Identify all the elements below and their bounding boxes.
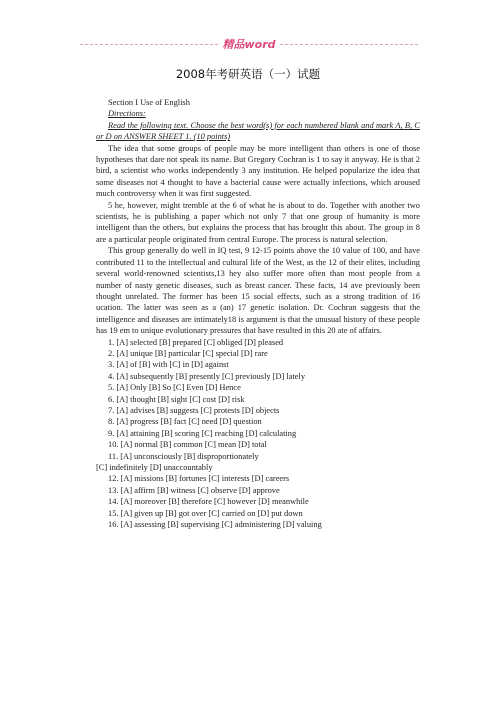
option-line: 8. [A] progress [B] fact [C] need [D] question bbox=[108, 417, 262, 427]
header-title: 精品word bbox=[222, 38, 276, 51]
option-line: 7. [A] advises [B] suggests [C] protests [D] objects bbox=[108, 405, 280, 415]
option-line: 9. [A] attaining [B] scoring [C] reaching [D] calculating bbox=[108, 428, 297, 438]
option-line: 1. [A] selected [B] prepared [C] obliged [D] pleased bbox=[108, 337, 284, 347]
header-divider-left bbox=[80, 44, 218, 45]
option-line: 15. [A] given up [B] got over [C] carried on [D] put down bbox=[108, 508, 303, 518]
option-line: 5. [A] Only [B] So [C] Even [D] Hence bbox=[108, 383, 241, 393]
option-line: 16. [A] assessing [B] supervising [C] administering [D] valuing bbox=[108, 520, 322, 530]
option-line: 3. [A] of [B] with [C] in [D] against bbox=[108, 360, 229, 370]
option-line: 12. [A] missions [B] fortunes [C] interests [D] careers bbox=[108, 474, 290, 484]
option-line: 6. [A] thought [B] sight [C] cost [D] risk bbox=[108, 394, 245, 404]
option-line: 4. [A] subsequently [B] presently [C] previously [D] lately bbox=[108, 371, 306, 381]
directions-label: Directions: bbox=[108, 109, 146, 119]
section-heading: Section I Use of English bbox=[108, 98, 190, 107]
option-line: 11. [A] unconsciously [B] disproportionately bbox=[108, 451, 259, 461]
document-body bbox=[96, 97, 420, 530]
option-line: 2. [A] unique [B] particular [C] special [D] rare bbox=[108, 348, 268, 358]
option-line: 14. [A] moreover [B] therefore [C] however [D] meanwhile bbox=[108, 497, 309, 507]
page-header bbox=[80, 37, 418, 51]
document-title: 2008年考研英语（一）试题 bbox=[175, 67, 321, 81]
option-line: 10. [A] normal [B] common [C] mean [D] total bbox=[108, 440, 267, 450]
paragraph: 5 he, however, might tremble at the 6 of what he is about to do. Together with another two scientists, he is publishing a paper which not only 7 that one group of humanity is more intelligent than the others, but explains the process that has brought this about. The group in 8 are a particular people originated from central Europe. The process is natural selection. bbox=[96, 200, 420, 244]
header-divider-right bbox=[280, 44, 418, 45]
directions-text: Read the following text. Choose the best word(s) for each numbered blank and mark A, B, C or D on ANSWER SHEET 1. (10 points) bbox=[96, 120, 420, 142]
paragraph: The idea that some groups of people may be more intelligent than others is one of those hypotheses that dare not speak its name. But Gregory Cochran is 1 to say it anyway. He is that 2 bird, a scientist who works independently 3 any institution. He helped popularize the idea that some diseases not 4 thought to have a bacterial cause were actually infections, which aroused much controversy when it was first suggested. bbox=[96, 143, 420, 199]
paragraph: This group generally do well in IQ test, 9 12-15 points above the 10 value of 100, and have contributed 11 to the intellectual and cultural life of the West, as the 12 of their elites, including several world-renowned scientists,13 hey also suffer more often than most people from a number of nasty genetic diseases, such as breast cancer. These facts, 14 ave previously been thought unrelated. The former has been 15 social effects, such as a strong tradition of 16 ucation. The latter was seen as a (an) 17 genetic isolation. Dr. Cochran suggests that the intelligence and diseases are intimately18 is argument is that the unusual history of these people has 19 em to unique evolutionary pressures that have resulted in this 20 ate of affairs. bbox=[96, 246, 420, 336]
option-line: [C] indefinitely [D] unaccountably bbox=[96, 463, 213, 472]
option-line: 13. [A] affirm [B] witness [C] observe [D] approve bbox=[108, 485, 280, 495]
